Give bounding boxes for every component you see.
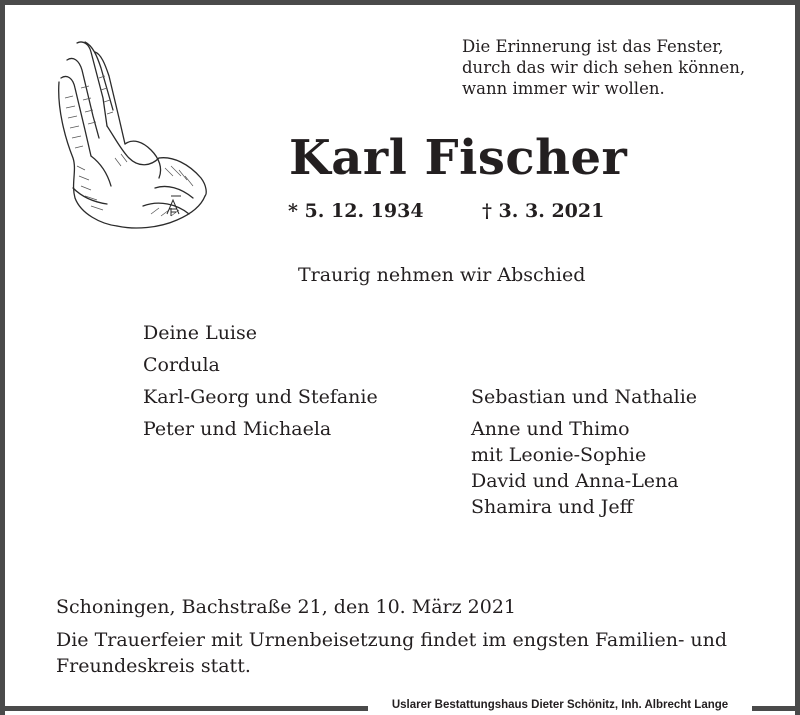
mourner-entry: mit Leonie-Sophie [471, 444, 647, 466]
deceased-name: Karl Fischer [289, 130, 628, 186]
mourner-entry: Anne und Thimo [471, 418, 630, 440]
praying-hands-icon [55, 38, 210, 233]
footer-rule-left [0, 706, 368, 711]
mourner-entry: Peter und Michaela [143, 418, 332, 440]
mourner-entry: Deine Luise [143, 322, 257, 344]
quote-line-1: Die Erinnerung ist das Fenster, [462, 37, 724, 56]
mourner-entry: David und Anna-Lena [471, 470, 679, 492]
footer-rule-right [752, 706, 800, 711]
mourner-entry: Karl-Georg und Stefanie [143, 386, 378, 408]
farewell-line: Traurig nehmen wir Abschied [298, 264, 586, 286]
memorial-quote [462, 36, 745, 99]
birth-date: * 5. 12. 1934 [288, 200, 424, 222]
mourner-entry: Sebastian und Nathalie [471, 386, 698, 408]
mourner-entry: Cordula [143, 354, 220, 376]
ceremony-notice: Die Trauerfeier mit Urnenbeisetzung findet im engsten Familien- und Freundeskreis statt. [56, 629, 728, 677]
quote-line-2: durch das wir dich sehen können, [462, 58, 746, 77]
quote-line-3: wann immer wir wollen. [462, 79, 665, 98]
death-date: † 3. 3. 2021 [482, 200, 605, 222]
funeral-home-credit: Uslarer Bestattungshaus Dieter Schönitz, Inh. Albrecht Lange [391, 699, 729, 711]
mourner-entry: Shamira und Jeff [471, 496, 634, 518]
place-and-date: Schoningen, Bachstraße 21, den 10. März 2021 [56, 596, 517, 618]
